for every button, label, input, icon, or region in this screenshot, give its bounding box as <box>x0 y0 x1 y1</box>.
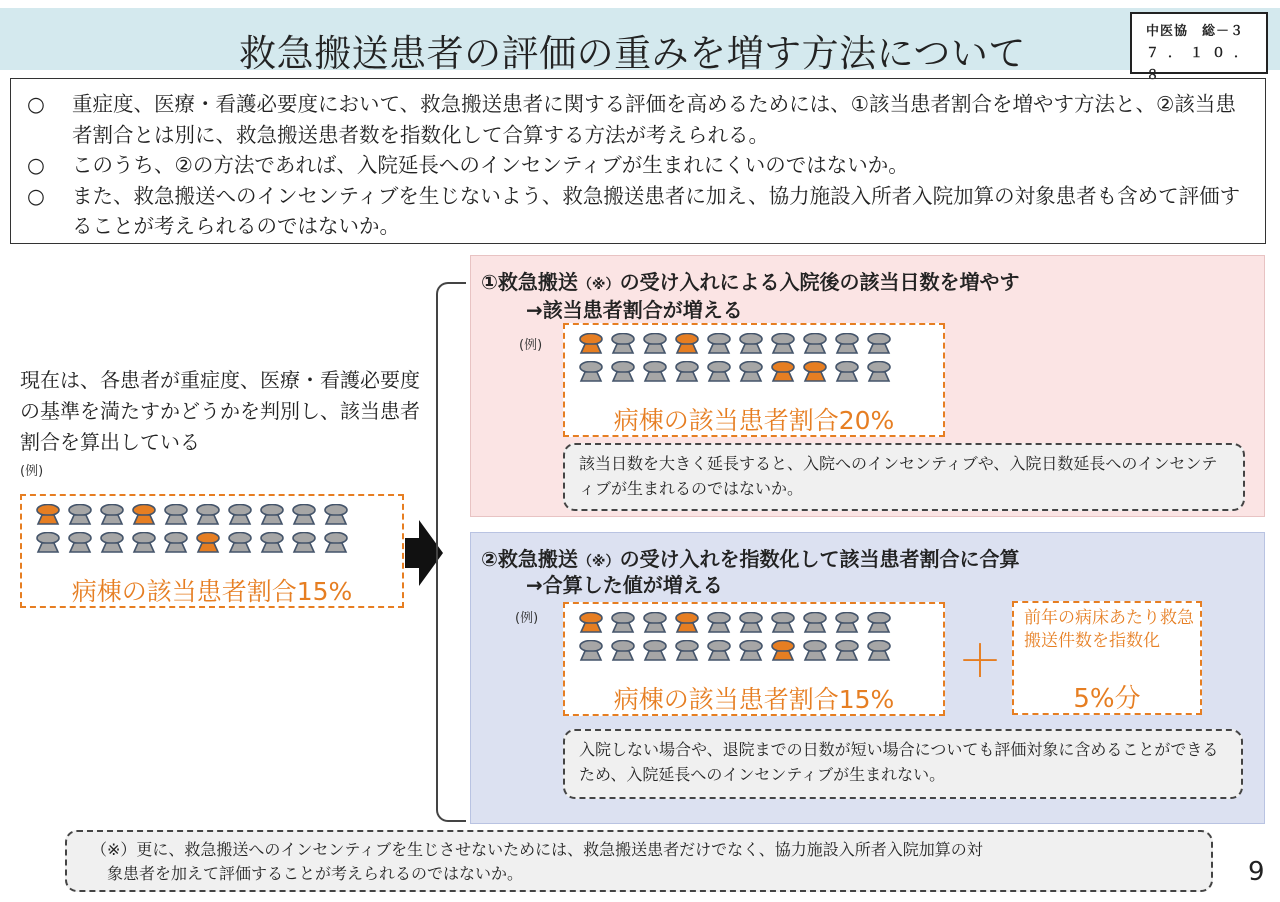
person-icon <box>799 333 831 355</box>
page-number: 9 <box>1248 857 1265 887</box>
person-icon <box>735 361 767 383</box>
person-icon <box>607 612 639 634</box>
footnote-box <box>65 830 1213 892</box>
person-icon <box>735 612 767 634</box>
person-icon <box>575 640 607 662</box>
person-icon <box>575 333 607 355</box>
person-icon <box>607 333 639 355</box>
person-icon <box>96 504 128 526</box>
heading-note-mark: （※） <box>577 277 620 293</box>
bullet-circle-icon: ○ <box>27 153 45 177</box>
person-icon <box>863 361 895 383</box>
person-icon <box>671 361 703 383</box>
person-icon <box>224 504 256 526</box>
person-icon <box>288 504 320 526</box>
person-icon <box>128 532 160 554</box>
heading-note-mark: （※） <box>577 554 620 570</box>
person-icon <box>735 333 767 355</box>
person-icon <box>64 504 96 526</box>
person-icon <box>671 640 703 662</box>
method-1-note: 該当日数を大きく延長すると、入院へのインセンティブや、入院日数延長へのインセンティブが生まれるのではないか。 <box>563 443 1245 511</box>
person-icon <box>639 612 671 634</box>
person-icon <box>32 532 64 554</box>
plus-icon: ＋ <box>958 636 1002 687</box>
patient-ratio-caption: 病棟の該当患者割合20% <box>613 406 895 435</box>
heading-part: の受け入れを指数化して該当患者割合に合算 <box>619 547 1020 571</box>
bullet-circle-icon: ○ <box>27 183 45 208</box>
patient-box-current <box>20 494 404 608</box>
example-label: (例) <box>519 338 543 353</box>
method-1-heading <box>481 266 1020 295</box>
person-icon <box>703 640 735 662</box>
person-icon <box>831 612 863 634</box>
person-icon <box>320 504 352 526</box>
person-icon <box>32 504 64 526</box>
person-icon <box>767 361 799 383</box>
person-icon <box>96 532 128 554</box>
patient-grid <box>575 612 895 662</box>
summary-box <box>10 78 1266 244</box>
person-icon <box>703 333 735 355</box>
patient-grid <box>575 333 895 383</box>
summary-item <box>27 181 1251 242</box>
method-2-note: 入院しない場合や、退院までの日数が短い場合についても評価対象に含めることができるため、入院延長へのインセンティブが生まれない。 <box>563 729 1243 799</box>
person-icon <box>799 612 831 634</box>
person-icon <box>607 361 639 383</box>
summary-item-text: 重症度、医療・看護必要度において、救急搬送患者に関する評価を高めるためには、①該当患者割合を増やす方法と、②該当患者割合とは別に、救急搬送患者数を指数化して合算する方法が考えられる。 <box>72 92 1236 147</box>
person-icon <box>160 532 192 554</box>
patient-grid <box>32 504 352 554</box>
person-icon <box>128 504 160 526</box>
person-icon <box>192 532 224 554</box>
person-icon <box>831 361 863 383</box>
person-icon <box>799 361 831 383</box>
summary-item-text: このうち、②の方法であれば、入院延長へのインセンティブが生まれにくいのではないか。 <box>72 153 909 177</box>
bracket-divider <box>436 282 466 822</box>
stamp-line-2: ７．１０．８ <box>1146 46 1257 83</box>
page-title: 救急搬送患者の評価の重みを増す方法について <box>239 32 1026 75</box>
person-icon <box>863 612 895 634</box>
example-label: (例) <box>515 611 539 626</box>
person-icon <box>64 532 96 554</box>
person-icon <box>607 640 639 662</box>
person-icon <box>671 612 703 634</box>
patient-box-method-2 <box>563 602 945 716</box>
person-icon <box>256 504 288 526</box>
document-stamp <box>1130 12 1268 83</box>
person-icon <box>831 333 863 355</box>
index-box <box>1012 601 1202 715</box>
patient-ratio-caption: 病棟の該当患者割合15% <box>71 577 353 606</box>
current-method-description: 現在は、各患者が重症度、医療・看護必要度の基準を満たすかどうかを判別し、該当患者割合を算出している <box>20 368 420 454</box>
person-icon <box>639 361 671 383</box>
person-icon <box>735 640 767 662</box>
person-icon <box>224 532 256 554</box>
person-icon <box>575 612 607 634</box>
footnote-line-1: （※）更に、救急搬送へのインセンティブを生じさせないためには、救急搬送患者だけでなく、協力施設入所者入院加算の対 <box>91 840 983 859</box>
person-icon <box>256 532 288 554</box>
person-icon <box>831 640 863 662</box>
person-icon <box>767 612 799 634</box>
index-value: 5%分 <box>1073 684 1141 714</box>
summary-item <box>27 89 1251 150</box>
example-label: (例) <box>20 464 44 479</box>
method-2-subheading: →合算した値が増える <box>526 573 723 597</box>
person-icon <box>863 333 895 355</box>
person-icon <box>767 640 799 662</box>
person-icon <box>575 361 607 383</box>
method-1-subheading: →該当患者割合が増える <box>526 298 743 322</box>
heading-part: ①救急搬送 <box>481 270 578 294</box>
person-icon <box>288 532 320 554</box>
person-icon <box>863 640 895 662</box>
footnote-line-2: 象患者を加えて評価することが考えられるのではないか。 <box>107 864 524 883</box>
person-icon <box>320 532 352 554</box>
bullet-circle-icon: ○ <box>27 92 45 116</box>
heading-part: ②救急搬送 <box>481 547 578 571</box>
person-icon <box>160 504 192 526</box>
heading-part: の受け入れによる入院後の該当日数を増やす <box>619 270 1020 294</box>
person-icon <box>703 361 735 383</box>
summary-item <box>27 150 1251 181</box>
stamp-line-1: 中医協 総－３ <box>1146 24 1245 39</box>
person-icon <box>703 612 735 634</box>
person-icon <box>671 333 703 355</box>
person-icon <box>799 640 831 662</box>
person-icon <box>639 333 671 355</box>
index-description: 前年の病床あたり救急搬送件数を指数化 <box>1024 608 1194 651</box>
summary-item-text: また、救急搬送へのインセンティブを生じないよう、救急搬送患者に加え、協力施設入所者入院加算の対象患者も含めて評価することが考えられるのではないか。 <box>72 183 1241 238</box>
person-icon <box>767 333 799 355</box>
patient-box-method-1 <box>563 323 945 437</box>
patient-ratio-caption: 病棟の該当患者割合15% <box>613 685 895 714</box>
person-icon <box>192 504 224 526</box>
title-bar <box>0 8 1280 75</box>
method-2-heading <box>481 543 1020 572</box>
person-icon <box>639 640 671 662</box>
method-1-panel <box>470 255 1265 517</box>
